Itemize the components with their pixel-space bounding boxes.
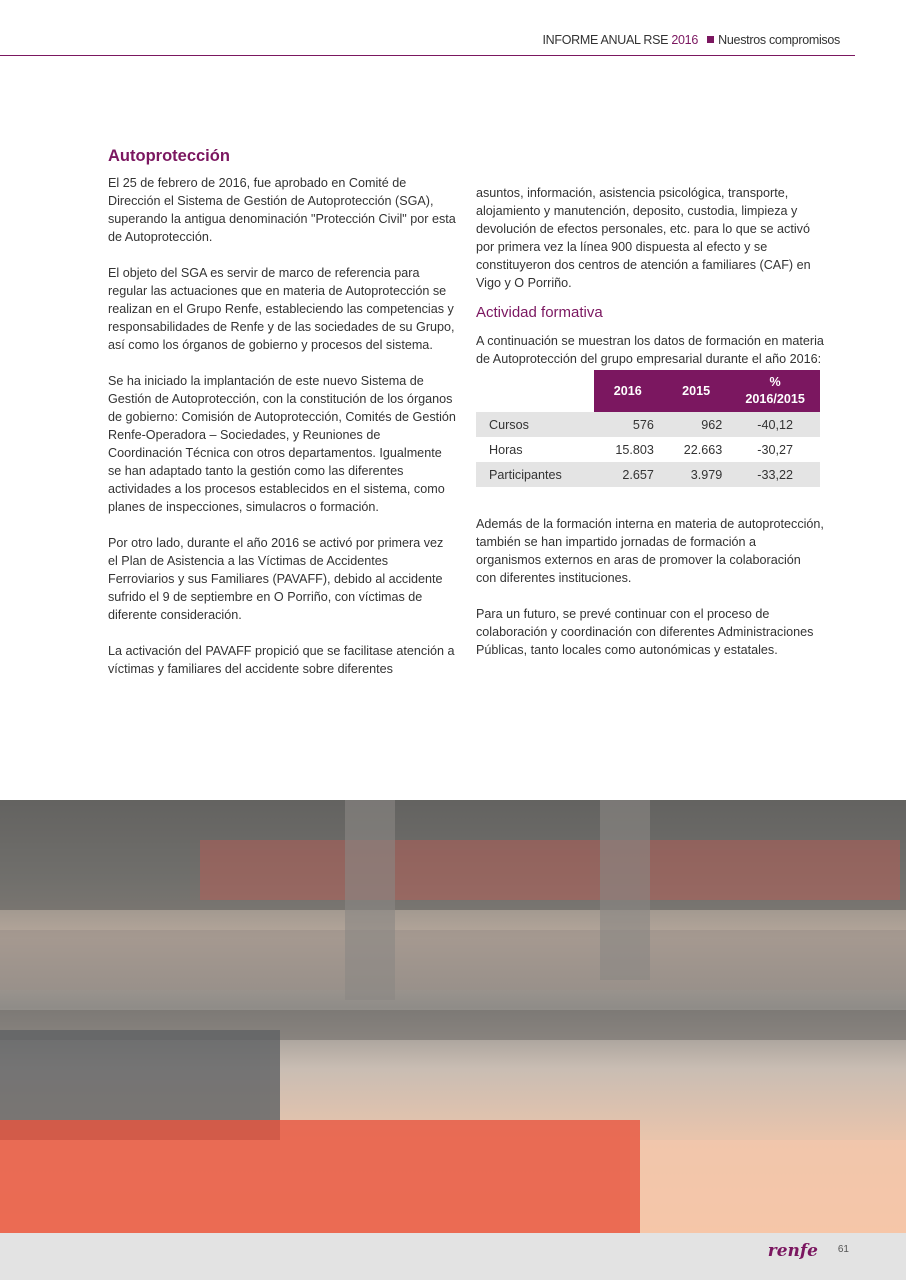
train-station-photo xyxy=(0,800,906,1233)
report-title: INFORME ANUAL RSE xyxy=(542,33,669,47)
paragraph: Se ha iniciado la implantación de este nuevo Sistema de Gestión de Autoprotección, con la constitución de los órganos de gobierno: Comisión de Autoprotección, Comités de Gestión Renfe-Operadora – Sociedades, y Reuniones de Coordinación Técnica con otros departamentos. Igualmente se han adaptado tanto la gestión como las diferentes actividades a los procesos establecidos en el sistema, como planes de inspecciones, simulacros o formación. xyxy=(108,374,456,514)
report-year: 2016 xyxy=(671,33,698,47)
paragraph: La activación del PAVAFF propició que se facilitase atención a víctimas y familiares del accidente sobre diferentes xyxy=(108,644,455,676)
table-header-row xyxy=(476,370,820,412)
page-footer xyxy=(0,1233,906,1280)
paragraph: El 25 de febrero de 2016, fue aprobado en Comité de Dirección el Sistema de Gestión de Autoprotección (SGA), superando la antigua denominación "Protección Civil" por esta de Autoprotección. xyxy=(108,176,456,244)
running-header xyxy=(542,33,840,47)
paragraph: asuntos, información, asistencia psicológica, transporte, alojamiento y manutención, deposito, custodia, limpieza y devolución de efectos personales, etc. para lo que se activó por primera vez la línea 900 dispuesta al efecto y se constituyeron dos centros de atención a familiares (CAF) en Vigo y O Porriño. xyxy=(476,186,811,290)
paragraph: A continuación se muestran los datos de formación en materia de Autoprotección del grupo empresarial durante el año 2016: xyxy=(476,334,824,366)
section-heading: Autoprotección xyxy=(108,147,230,165)
table-row: Horas 15.803 22.663 -30,27 xyxy=(489,442,793,457)
header-divider xyxy=(0,55,855,56)
section-name: Nuestros compromisos xyxy=(718,33,840,47)
training-table xyxy=(476,370,820,487)
col-header: 2016 xyxy=(594,370,662,412)
right-column xyxy=(476,184,824,677)
paragraph: Además de la formación interna en materia de autoprotección, también se han impartido jornadas de formación a organismos externos en aras de promover la colaboración con diferentes instituciones. xyxy=(476,517,824,585)
paragraph: Por otro lado, durante el año 2016 se activó por primera vez el Plan de Asistencia a las Víctimas de Accidentes Ferroviarios y sus Familiares (PAVAFF), debido al accidente sufrido el 9 de septiembre en O Porriño, con víctimas de diferente consideración. xyxy=(108,536,444,622)
subheading: Actividad formativa xyxy=(476,304,603,321)
paragraph: El objeto del SGA es servir de marco de referencia para regular las actuaciones que en materia de Autoprotección se realizan en el Grupo Renfe, estableciendo las competencias y responsabilidades de Renfe y de las sociedades de su Grupo, así como los órganos de gobierno y procesos del sistema. xyxy=(108,266,455,352)
left-column xyxy=(108,147,456,696)
paragraph: Para un futuro, se prevé continuar con el proceso de colaboración y coordinación con diferentes Administraciones Públicas, tanto locales como autonómicas y estatales. xyxy=(476,607,814,657)
col-header: % 2016/2015 xyxy=(730,370,820,412)
table-row: Participantes 2.657 3.979 -33,22 xyxy=(476,462,820,487)
page-number: 61 xyxy=(837,1244,849,1255)
square-bullet-icon xyxy=(707,36,714,43)
table-row: Cursos 576 962 -40,12 xyxy=(476,412,820,437)
photo-illustration xyxy=(0,800,906,1233)
renfe-logo: renfe xyxy=(767,1241,818,1261)
col-header: 2015 xyxy=(662,370,730,412)
